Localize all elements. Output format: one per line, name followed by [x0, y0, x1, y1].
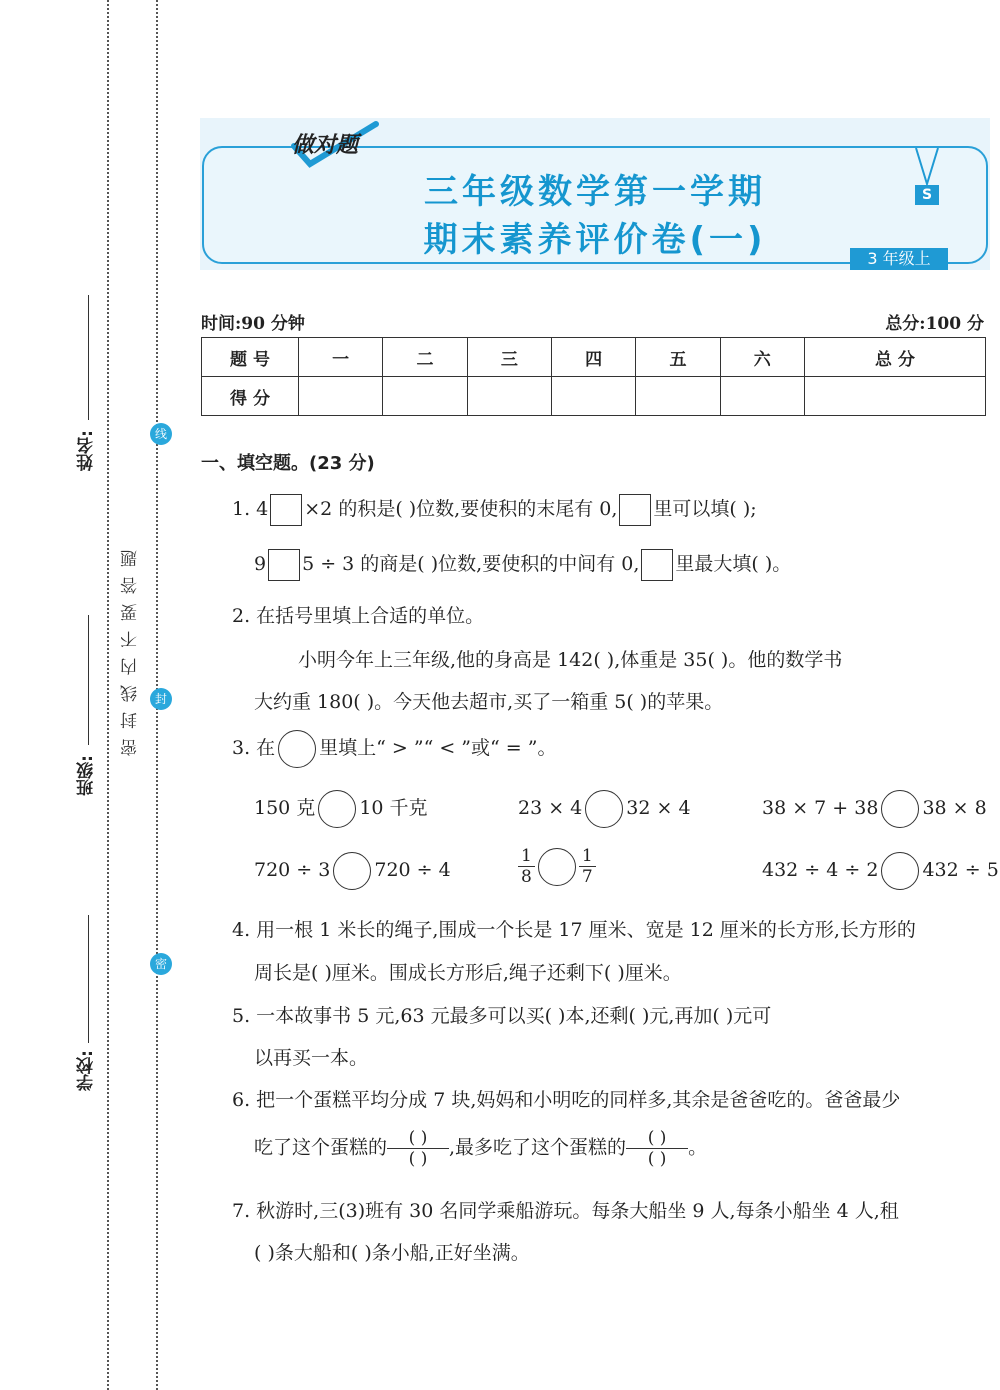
compare-left: 432 ÷ 4 ÷ 2	[762, 859, 879, 881]
table-header-cell: 三	[467, 338, 551, 377]
compare-right: 32 × 4	[626, 797, 691, 819]
score-cell[interactable]	[720, 377, 804, 416]
s-badge: S	[915, 185, 939, 205]
score-table-header-row	[202, 338, 986, 377]
score-cell[interactable]	[383, 377, 467, 416]
compare-item	[518, 846, 596, 887]
answer-box[interactable]	[268, 549, 300, 581]
table-header-cell: 一	[299, 338, 383, 377]
question-text: 里填上“ > ”“ < ”或“ = ”。	[319, 737, 557, 759]
question-text: ,最多吃了这个蛋糕的	[449, 1136, 627, 1159]
table-header-cell: 二	[383, 338, 467, 377]
compare-right: 38 × 8	[922, 797, 987, 819]
school-label: 学校:	[77, 1050, 97, 1091]
compare-right: 10 千克	[359, 797, 428, 819]
school-blank[interactable]	[88, 915, 89, 1043]
question-7-line2: ( )条大船和( )条小船,正好坐满。	[254, 1242, 530, 1264]
page-title-line2: 期末素养评价卷(一)	[423, 220, 767, 260]
question-text: 吃了这个蛋糕的	[254, 1136, 388, 1159]
score-cell[interactable]	[551, 377, 635, 416]
compare-circle[interactable]	[881, 790, 919, 828]
seal-mark-line: 线	[150, 423, 172, 445]
compare-circle[interactable]	[585, 790, 623, 828]
compare-item	[254, 790, 428, 828]
question-6-line1: 6. 把一个蛋糕平均分成 7 块,妈妈和小明吃的同样多,其余是爸爸吃的。爸爸最少	[232, 1089, 901, 1111]
question-text: 里最大填( )。	[675, 553, 792, 575]
class-label: 班级:	[77, 755, 97, 796]
fraction-right	[579, 846, 596, 887]
fraction-numerator: 1	[579, 846, 596, 867]
compare-left: 720 ÷ 3	[254, 859, 331, 881]
question-1b	[254, 549, 791, 581]
score-table-score-row	[202, 377, 986, 416]
badge-ribbon-icon	[912, 148, 942, 188]
seal-notice: 密封线内不要答题	[121, 540, 141, 756]
compare-item	[254, 852, 451, 890]
compare-circle[interactable]	[538, 848, 576, 886]
fraction-numerator: ( )	[387, 1128, 449, 1149]
fraction-numerator: 1	[518, 846, 535, 867]
question-4-line2: 周长是( )厘米。围成长方形后,绳子还剩下( )厘米。	[254, 962, 682, 984]
compare-item	[762, 852, 999, 890]
section-heading: 一、填空题。(23 分)	[201, 453, 375, 474]
compare-item	[762, 790, 987, 828]
fraction-numerator: ( )	[626, 1128, 688, 1149]
table-header-cell: 六	[720, 338, 804, 377]
compare-right: 432 ÷ 5	[922, 859, 999, 881]
score-cell[interactable]	[467, 377, 551, 416]
question-3-title	[232, 730, 556, 768]
question-text: 3. 在	[232, 737, 276, 759]
name-blank[interactable]	[88, 295, 89, 420]
seal-mark-seal: 封	[150, 688, 172, 710]
score-cell[interactable]	[636, 377, 720, 416]
name-label: 姓名:	[77, 430, 97, 471]
brand-logo-text: 做对题	[292, 133, 359, 158]
score-cell[interactable]	[299, 377, 383, 416]
answer-fraction[interactable]	[387, 1128, 449, 1169]
question-5-line1: 5. 一本故事书 5 元,63 元最多可以买( )本,还剩( )元,再加( )元可	[232, 1005, 772, 1027]
class-blank[interactable]	[88, 615, 89, 745]
fraction-left	[518, 846, 535, 887]
answer-fraction[interactable]	[626, 1128, 688, 1169]
answer-box[interactable]	[270, 494, 302, 526]
compare-left: 150 克	[254, 797, 316, 819]
fraction-denominator: ( )	[408, 1149, 428, 1169]
fraction-denominator: 8	[521, 867, 532, 887]
table-header-cell: 总 分	[804, 338, 985, 377]
compare-left: 38 × 7 + 38	[762, 797, 879, 819]
question-text: 9	[254, 553, 267, 575]
question-7-line1: 7. 秋游时,三(3)班有 30 名同学乘船游玩。每条大船坐 9 人,每条小船坐 4 人,租	[232, 1200, 899, 1222]
score-row-label: 得 分	[202, 377, 299, 416]
table-header-cell: 题 号	[202, 338, 299, 377]
binding-dotted-line-outer	[107, 0, 109, 1390]
grade-tab: 3 年级上	[850, 248, 948, 270]
table-header-cell: 四	[551, 338, 635, 377]
score-cell[interactable]	[804, 377, 985, 416]
question-1a	[232, 494, 757, 526]
compare-right: 720 ÷ 4	[374, 859, 451, 881]
question-5-line2: 以再买一本。	[254, 1047, 369, 1069]
answer-box[interactable]	[619, 494, 651, 526]
question-2-title: 2. 在括号里填上合适的单位。	[232, 605, 485, 627]
table-header-cell: 五	[636, 338, 720, 377]
compare-circle[interactable]	[318, 790, 356, 828]
seal-mark-secret: 密	[150, 953, 172, 975]
question-6-line2	[254, 1128, 707, 1169]
total-score: 总分:100 分	[885, 314, 984, 334]
question-text: ×2 的积是( )位数,要使积的末尾有 0,	[304, 498, 618, 520]
compare-item	[518, 790, 691, 828]
page-title-line1: 三年级数学第一学期	[424, 172, 766, 212]
question-text: 1. 4	[232, 498, 269, 520]
compare-circle[interactable]	[278, 730, 316, 768]
question-text: 5 ÷ 3 的商是( )位数,要使积的中间有 0,	[302, 553, 640, 575]
compare-left: 23 × 4	[518, 797, 583, 819]
question-text: 。	[688, 1136, 708, 1159]
fraction-denominator: 7	[581, 867, 593, 887]
question-2-line2: 大约重 180( )。今天他去超市,买了一箱重 5( )的苹果。	[254, 691, 724, 713]
time-limit: 时间:90 分钟	[201, 314, 305, 334]
question-4-line1: 4. 用一根 1 米长的绳子,围成一个长是 17 厘米、宽是 12 厘米的长方形,长方形的	[232, 919, 916, 941]
compare-circle[interactable]	[333, 852, 371, 890]
score-table	[201, 337, 986, 416]
question-2-line1: 小明今年上三年级,他的身高是 142( ),体重是 35( )。他的数学书	[298, 649, 843, 671]
fraction-denominator: ( )	[647, 1149, 667, 1169]
answer-box[interactable]	[641, 549, 673, 581]
question-text: 里可以填( );	[653, 498, 757, 520]
compare-circle[interactable]	[881, 852, 919, 890]
